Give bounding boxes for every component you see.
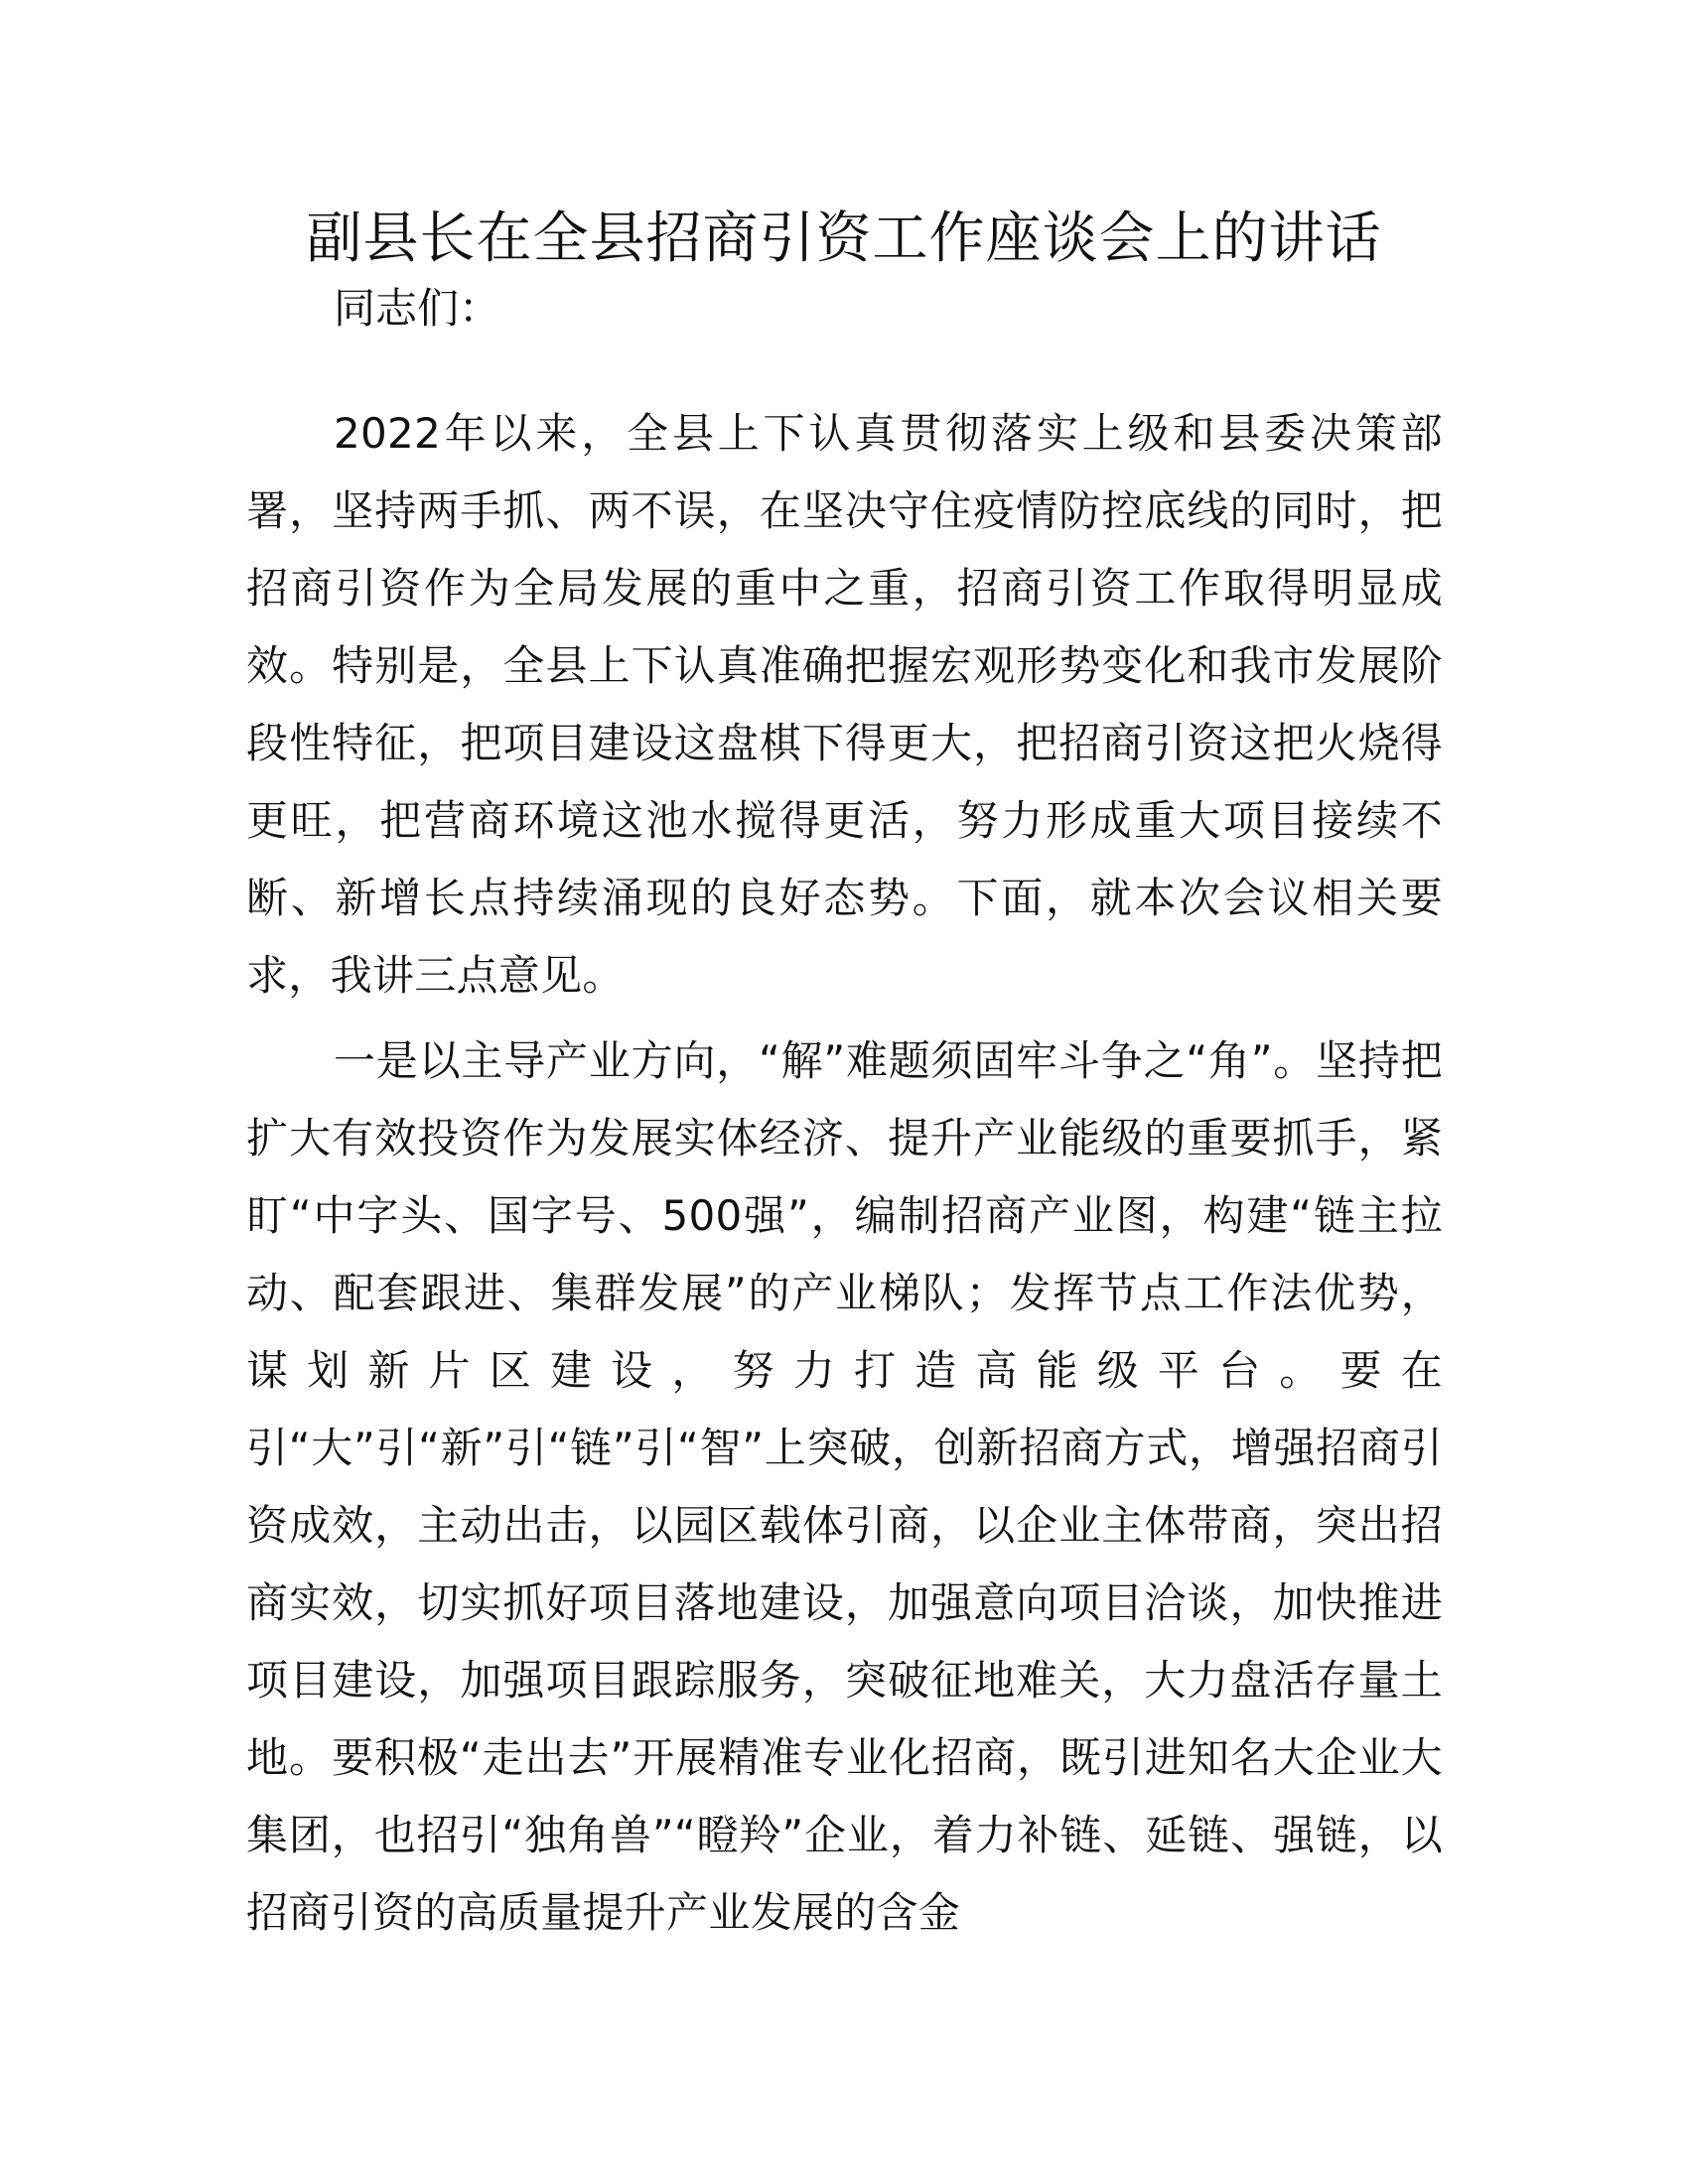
document-title: 副县长在全县招商引资工作座谈会上的讲话 — [306, 206, 1382, 271]
paragraph-point-one: 一是以主导产业方向，“解”难题须固牢斗争之“角”。坚持把扩大有效投资作为发展实体经济、提升产业能级的重要抓手，紧盯“中字头、国字号、500强”，编制招商产业图，构建“链主拉动、配套跟进、集群发展”的产业梯队；发挥节点工作法优势，谋划新片区建设，努力打造高能级平台。要在引“大”引“新”引“链”引“智”上突破，创新招商方式，增强招商引资成效，主动出击，以园区载体引商，以企业主体带商，突出招商实效，切实抓好项目落地建设，加强意向项目洽谈，加快推进项目建设，加强项目跟踪服务，突破征地难关，大力盘活存量土地。要积极“走出去”开展精准专业化招商，既引进知名大企业大集团，也招引“独角兽”“瞪羚”企业，着力补链、延链、强链，以招商引资的高质量提升产业发展的含金 — [246, 1036, 1443, 1937]
greeting-text: 同志们： — [334, 284, 501, 333]
paragraph-intro: 2022年以来，全县上下认真贯彻落实上级和县委决策部署，坚持两手抓、两不误，在坚决守住疫情防控底线的同时，把招商引资作为全局发展的重中之重，招商引资工作取得明显成效。特别是，全县上下认真准确把握宏观形势变化和我市发展阶段性特征，把项目建设这盘棋下得更大，把招商引资这把火烧得更旺，把营商环境这池水搅得更活，努力形成重大项目接续不断、新增长点持续涌现的良好态势。下面，就本次会议相关要求，我讲三点意见。 — [246, 409, 1443, 1000]
